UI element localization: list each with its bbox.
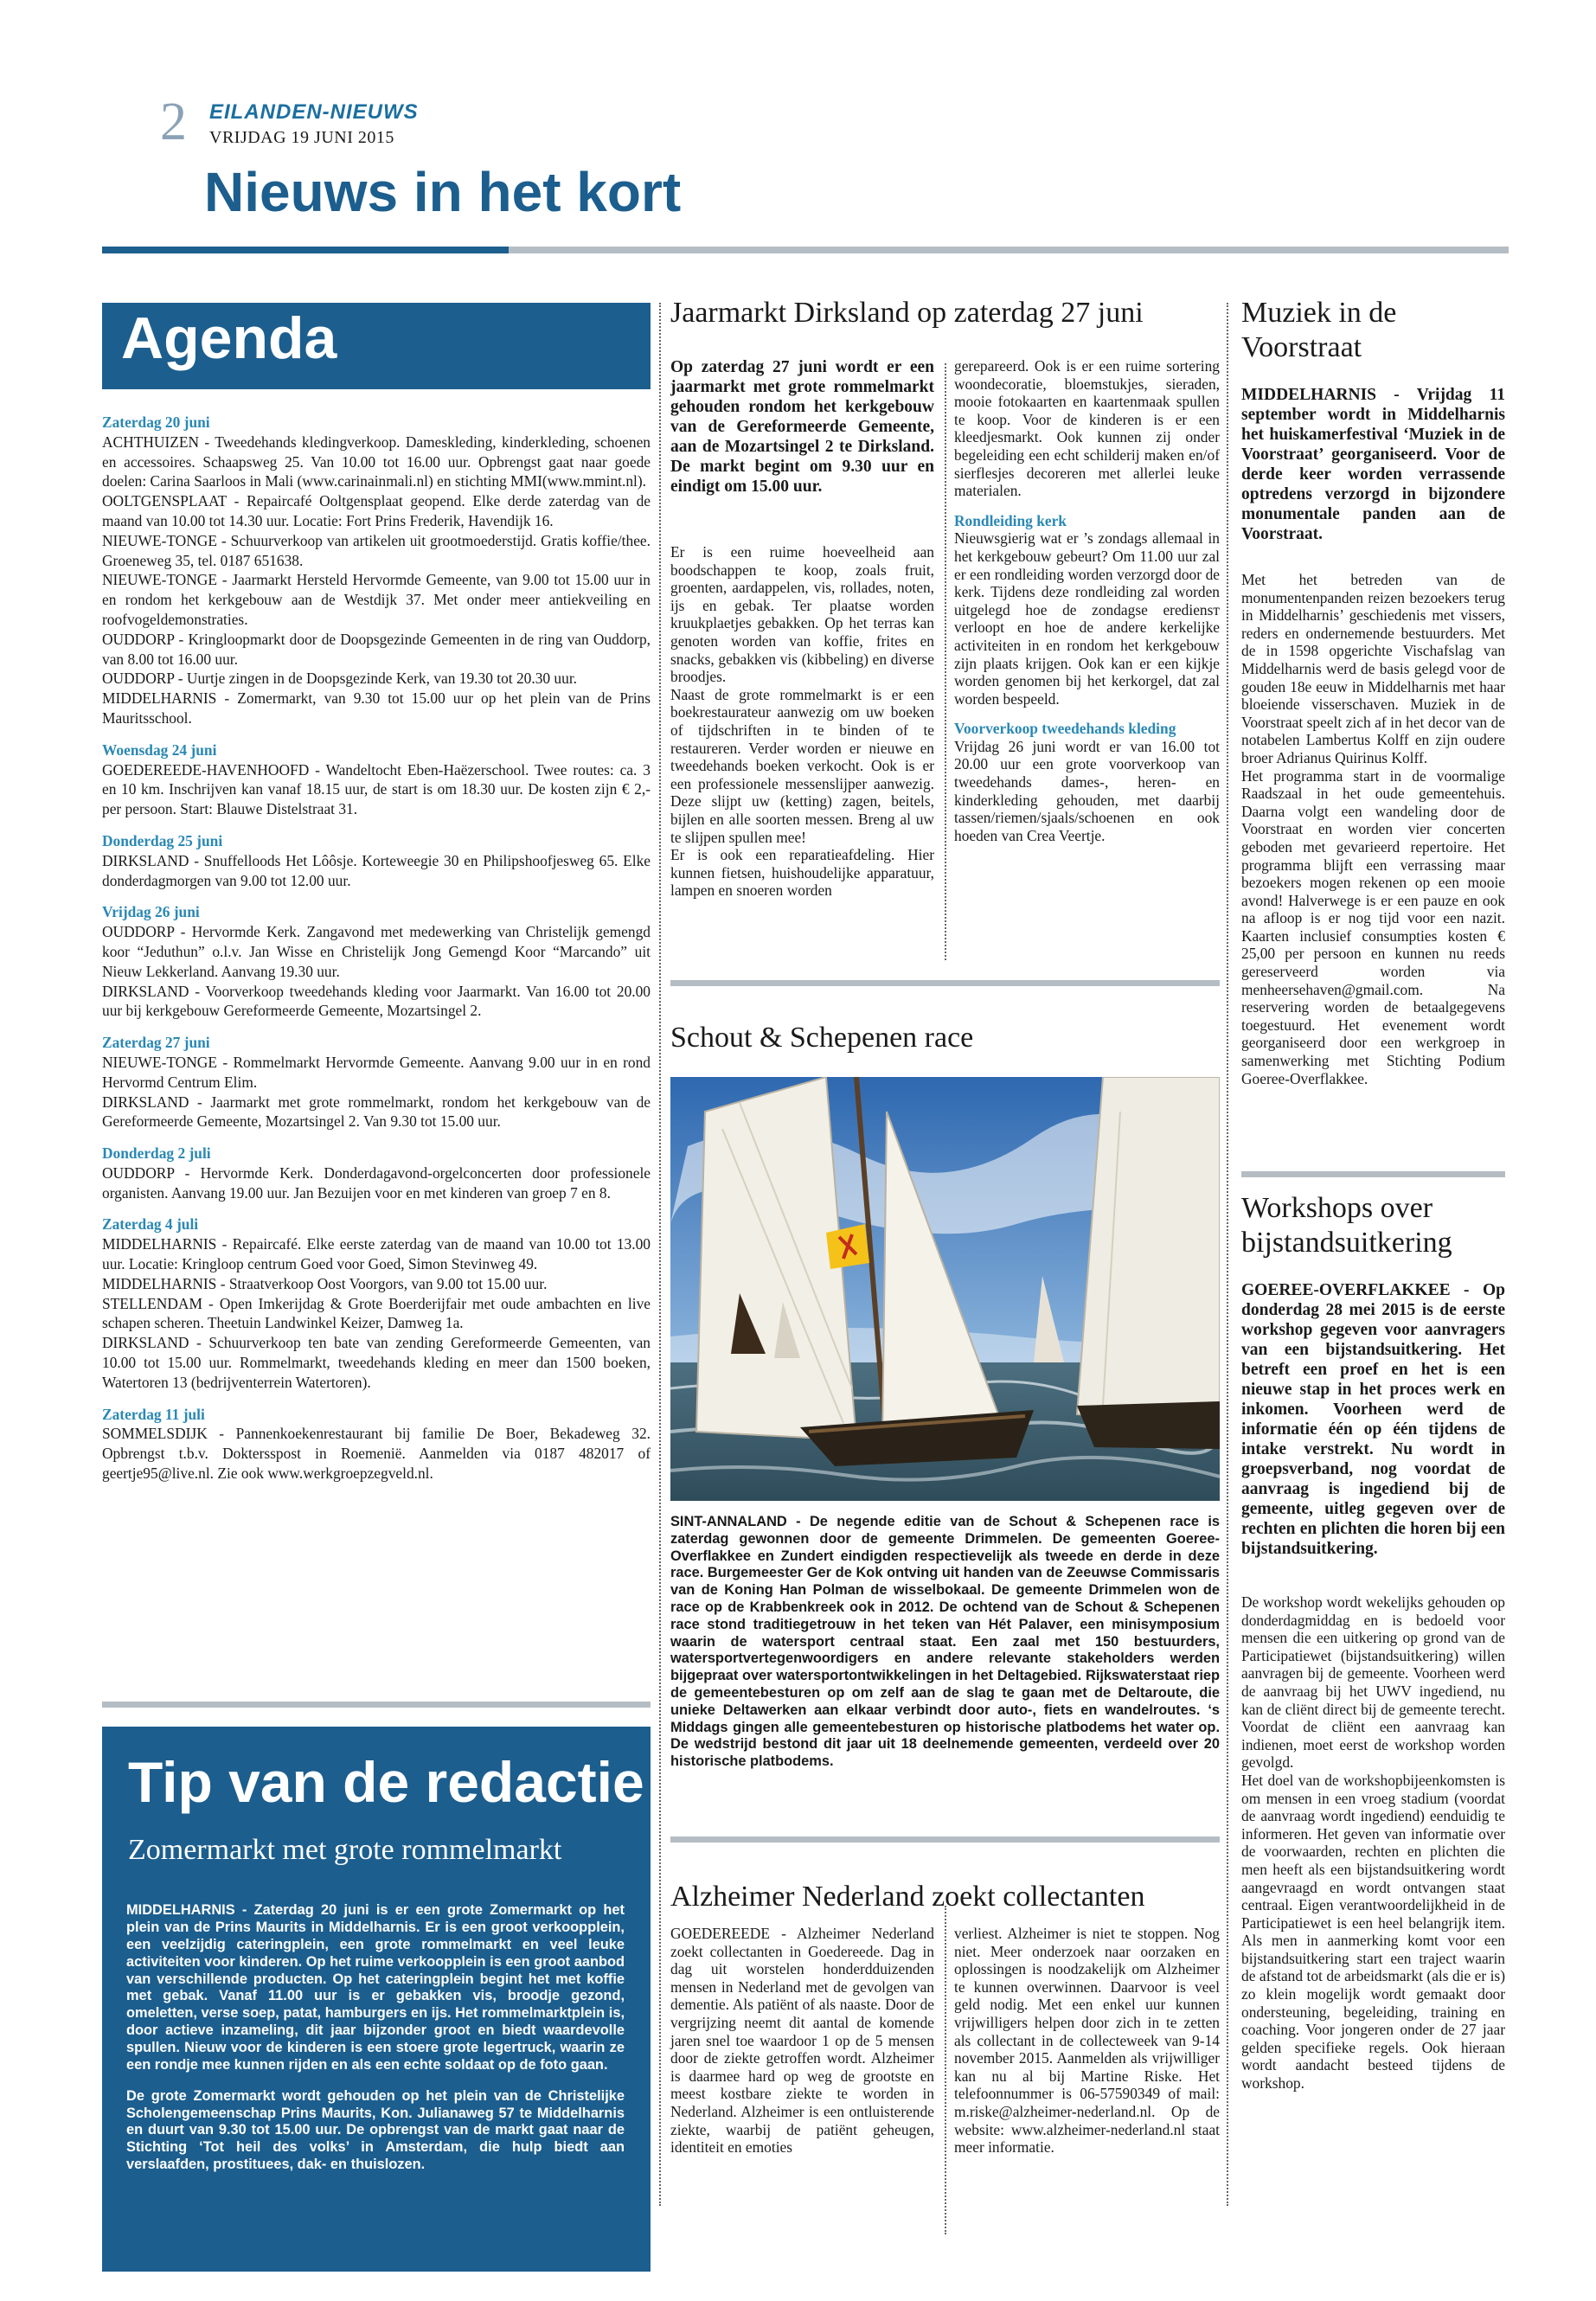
- workshops-body: [1241, 1593, 1505, 2093]
- agenda-day-heading: Donderdag 25 juni: [102, 831, 223, 849]
- agenda-entry: DIRKSLAND - Snuffelloods Het Lôôsje. Korteweegie 30 en Philipshoofjesweg 65. Elke donderdagmorgen van 9.00 tot 12.00 uur.: [102, 851, 651, 889]
- muziek-paragraph: Het programma start in de voormalige Raadszaal in het oude gemeentehuis. Daarna volgt een wandeling door de Voorstraat en worden vier concerten geboden met gevarieerd repertoire. Het programma blijft een verrassing maar bezoekers mogen rekenen op een mooie avond! Halverwege is er een pauze en ook na afloop is er nog tijd voor een nazit. Kaarten inclusief consumpties kosten € 25,00 per persoon en kunnen nu reeds gereserveerd worden via menheersehaven@gmail.com. Na reservering worden de betaalgegevens toegestuurd. Het evenement wordt georganiseerd door een werkgroep in samenwerking met Stichting Podium Goeree-Overflakkee.: [1241, 766, 1505, 1087]
- muziek-paragraph: Met het betreden van de monumentenpanden reizen bezoekers terug in Middelharnis’ geschiedenis met vissers, reders en ondernemende bestuurders. Met de in 1598 opgerichte Vischafslag van Middelharnis werd de basis gelegd voor de gouden 18e eeuw in Middelharnis met haar bloeiende visserschaven. Muziek in de Voorstraat speelt zich af in het decor van de notabelen Lambertus Kolff en zijn oudere broer Adrianus Quirinus Kolff.: [1241, 571, 1505, 766]
- agenda-day-heading: Woensdag 24 juni: [102, 740, 217, 759]
- jaarmarkt-body-col1: [670, 543, 934, 900]
- muziek-body: [1241, 571, 1505, 1087]
- agenda-entry: GOEDEREEDE-HAVENHOOFD - Wandeltocht Eben-Haëzerschool. Twee routes: ca. 3 en 10 km. Inschrijven kan vanaf 18.15 uur, de start is om 18.30 uur. De kosten zijn € 2,- per persoon. Start: Blauwe Distelstraat 31.: [102, 760, 651, 818]
- jaarmarkt-text: [954, 357, 1220, 500]
- agenda-entry: OUDDORP - Kringloopmarkt door de Doopsgezinde Gemeenten in de ring van Ouddorp, van 8.00 tot 16.00 uur.: [102, 630, 651, 668]
- sailing-boats-image: [670, 1077, 1220, 1501]
- agenda-day-heading: Zaterdag 20 juni: [102, 413, 210, 431]
- agenda-day-heading: Vrijdag 26 juni: [102, 903, 200, 921]
- tip-subtitle: Zomermarkt met grote rommelmarkt: [128, 1834, 562, 1866]
- agenda-entry: MIDDELHARNIS - Straatverkoop Oost Voorgors, van 9.00 tot 15.00 uur.: [102, 1274, 548, 1292]
- workshops-lead: GOEREE-OVERFLAKKEE - Op donderdag 28 mei 2015 is de eerste workshop gegeven voor aanvragers van een bijstandsuitkering. Het betreft een proef en het is een nieuwe stap in het proces werk en inkomen. Voorheen werd de informatie één op één tijdens de intake verstrekt. Nu wordt in groepsverband, nog voordat de aanvraag is ingediend bij de gemeente, uitleg gegeven over de rechten en plichten die horen bij een bijstandsuitkering.: [1241, 1281, 1505, 1558]
- muziek-headline: Muziek in de Voorstraat: [1241, 297, 1397, 363]
- jaarmarkt-paragraph: Naast de grote rommelmarkt is er een boekrestaurateur aanwezig om uw boeken of tijdschriften in te binden of te restaureren. Verder worden er nieuwe en tweedehands boeken verkocht. Ook is er een professionele messenslijper aanwezig. Deze slijpt uw (ketting) zagen, beitels, bijlen en alle soorten messen. Breng al uw te slijpen spullen mee!: [670, 685, 934, 846]
- jaarmarkt-paragraph: Nieuwsgierig wat er ’s zondags allemaal in het kerkgebouw gebeurt? Om 11.00 uur zal er een rondleiding worden verzorgd door de kerk. Tijdens deze rondleiding zal worden uitgelegd hoe de zondagse erediensт verloopt en hoe de andere kerkelijke activiteiten in en rondom het kerkgebouw zijn plaats krijgen. Ook kan er een kijkje worden genomen bij het kerkorgel, dat zal worden bespeeld.: [954, 529, 1220, 708]
- tip-title: Tip van de redactie: [128, 1750, 644, 1814]
- workshops-paragraph: Het doel van de workshopbijeenkomsten is om mensen in een vroeg stadium (voordat de aanvraag wordt ingediend) eenduidig te informeren. Het geven van informatie over de voorwaarden, rechten en plichten die men heeft als een bijstandsuitkering wordt aangevraagd en wordt ontvangen staat centraal. Eigen verantwoordelijkheid in de Participatiewet is een heel belangrijk item. Als men in aanmerking komt voor een bijstandsuitkering start een traject waarin de afstand tot de arbeidsmarkt (als die er is) zo klein mogelijk wordt gemaakt door ondersteuning, begeleiding, training en coaching. Voor jongeren onder de 27 jaar gelden specifieke regels. Ook hieraan wordt aandacht besteed tijdens de workshop.: [1241, 1771, 1505, 2093]
- jaarmarkt-paragraph: Er is ook een reparatieafdeling. Hier kunnen fietsen, huishoudelijke apparatuur, lampen en snoeren worden: [670, 846, 934, 900]
- jaarmarkt-body-col2: [954, 357, 1220, 844]
- agenda-entry: OUDDORP - Hervormde Kerk. Donderdagavond-orgelconcerten door professionele organisten. Aanvang 19.00 uur. Jan Bezuijen voor en met kinderen van groep 7 en 8.: [102, 1163, 651, 1202]
- agenda-entry: OOLTGENSPLAAT - Repaircafé Ooltgensplaat geopend. Elke derde zaterdag van de maand van 10.00 tot 14.30 uur. Locatie: Fort Prins Frederik, Havendijk 16.: [102, 492, 651, 529]
- tip-body: [126, 1888, 625, 2188]
- agenda-entry: MIDDELHARNIS - Zomermarkt, van 9.30 tot 15.00 uur op het plein van de Prins Mauritsschool.: [102, 689, 651, 727]
- column-divider: [945, 1906, 946, 2234]
- agenda-entry: SOMMELSDIJK - Pannenkoekenrestaurant bij familie De Boer, Bekadeweg 32. Opbrengst t.b.v. Doktersspost in Roemenië. Aanmelden via 0187 482017 of geertje95@live.nl. Zie ook www.werkgroepzegveld.nl.: [102, 1425, 651, 1483]
- tip-paragraph: De grote Zomermarkt wordt gehouden op het plein van de Christelijke Scholengemeenschap Prins Maurits, Kon. Julianaweg 57 te Middelharnis en duurt van 9.30 tot 15.00 uur. De opbrengst van de markt gaat naar de Stichting ‘Tot heil des volks’ in Amsterdam, die hulp biedt aan verslaafden, prostituees, dak- en thuislozen.: [126, 2087, 625, 2172]
- alzheimer-body-col1: GOEDEREEDE - Alzheimer Nederland zoekt collectanten in Goedereede. Dag in dag uit worstelen honderdduizenden mensen in Nederland met de gevolgen van dementie. Als patiënt of als naaste. Door de vergrijzing neemt dit aantal de komende jaren snel toe waardoor 1 op de 5 mensen door de ziekte getroffen wordt. Alzheimer is daarmee hard op weg de grootste en meest kostbare ziekte te worden in Nederland. Alzheimer is een ontluisterende ziekte, waarbij de patiënt geheugen, identiteit en emoties: [670, 1925, 934, 2157]
- agenda-entry: DIRKSLAND - Jaarmarkt met grote rommelmarkt, rondom het kerkgebouw van de Gereformeerde Gemeente, Mozartsingel 2. Van 9.30 tot 15.00 uur.: [102, 1093, 651, 1131]
- agenda-entry: NIEUWE-TONGE - Schuurverkoop van artikelen uit grootmoederstijd. Gratis koffie/thee. Groeneweg 35, tel. 0187 651638.: [102, 531, 651, 569]
- workshops-paragraph: De workshop wordt wekelijks gehouden op donderdagmiddag en is bedoeld voor mensen die een uitkering op grond van de Participatiewet (bijstandsuitkering) willen aanvragen bij de gemeente. Voorheen werd de aanvraag bij het UWV ingediend, nu kan de cliënt direct bij de gemeente terecht. Voordat de cliënt een aanvraag kan indienen, moet eerst de workshop worden gevolgd.: [1241, 1593, 1505, 1772]
- tip-paragraph: MIDDELHARNIS - Zaterdag 20 juni is er een grote Zomermarkt op het plein van de Prins Maurits in Middelharnis. Er is een groot verkoopplein, een veelzijdig cateringplein, een grote rommelmarkt en veel leuke activiteiten voor kinderen. Op het ruime verkoopplein is een groot aanbod van verschillende producten. Op het cateringplein begint het met koffie met gebak. Vanaf 11.00 uur is er gebakken vis, broodje gezond, omeletten, verse soep, patat, hamburgers en ijs. Het rommelmarktplein is, door actieve inzameling, dit jaar bijzonder groot en biedt waardevolle spullen. Nieuw voor de kinderen is een stoere grote legertruck, waarin ze een rondje mee kunnen rijden en als een echte soldaat op de foto gaan.: [126, 1902, 625, 2073]
- subhead-rondleiding: Rondleiding kerk: [954, 511, 1067, 529]
- workshops-headline: Workshops over bijstandsuitkering: [1241, 1192, 1452, 1259]
- page-number: 2: [160, 93, 187, 151]
- agenda-title: Agenda: [121, 305, 337, 371]
- agenda-day-heading: Zaterdag 11 juli: [102, 1405, 205, 1423]
- jaarmarkt-headline: Jaarmarkt Dirksland op zaterdag 27 juni: [670, 297, 1144, 329]
- jaarmarkt-text: [954, 529, 1220, 708]
- section-rule: [670, 980, 1220, 986]
- issue-date: VRIJDAG 19 JUNI 2015: [209, 128, 394, 147]
- section-rule: [1241, 1171, 1505, 1177]
- agenda-entry: STELLENDAM - Open Imkerijdag & Grote Boerderijfair met oude ambachten en live schapen scheren. Theetuin Landwinkel Keizer, Damweg 1a.: [102, 1294, 651, 1332]
- agenda-entry: DIRKSLAND - Schuurverkoop ten bate van zending Gereformeerde Gemeenten, van 10.00 tot 15.00 uur. Rommelmarkt, tweedehands kleding en meer dan 1500 boeken, Watertoren 13 (bedrijventerrein Watertoren).: [102, 1334, 651, 1391]
- section-title: Nieuws in het kort: [204, 161, 682, 223]
- column-divider: [1227, 303, 1228, 2206]
- agenda-entry: MIDDELHARNIS - Repaircafé. Elke eerste zaterdag van de maand van 10.00 tot 13.00 uur. Locatie: Kringloop centrum Goed voor Goed, Simon Stevinweg 49.: [102, 1235, 651, 1273]
- column-divider: [945, 363, 946, 960]
- jaarmarkt-lead: Op zaterdag 27 juni wordt er een jaarmarkt met grote rommelmarkt gehouden rondom het kerkgebouw van de Gereformeerde Gemeente, aan de Mozartsingel 2 te Dirksland. De markt begint om 9.30 uur en eindigt om 15.00 uur.: [670, 358, 934, 496]
- jaarmarkt-text: [954, 738, 1220, 845]
- alzheimer-headline: Alzheimer Nederland zoekt collectanten: [670, 1881, 1145, 1913]
- agenda-day-heading: Zaterdag 27 juni: [102, 1034, 210, 1052]
- agenda-day-heading: Donderdag 2 juli: [102, 1144, 211, 1163]
- race-photo-caption: SINT-ANNALAND - De negende editie van de Schout & Schepenen race is zaterdag gewonnen door de gemeente Drimmelen. De gemeenten Goeree-Overflakkee en Zundert eindigden respectievelijk als tweede en derde in deze race. Burgemeester Ger de Kok ontving uit handen van de Zeeuwse Commissaris van de Koning Han Polman de wisselbokaal. De gemeente Drimmelen won de race op de Krabbenkreek ook in 2012. De ochtend van de Schout & Schepenen race stond traditiegetrouw in het teken van Hét Palaver, een minisymposium waarin de watersport centraal staat. Een zaal met 150 bestuurders, watersportvertegenwoordigers en andere relevante stakeholders werden bijgepraat over watersportontwikkelingen in het Deltagebied. Rijkswaterstaat riep de gemeentebesturen op om zelf aan de slag te gaan met de Deltaroute, die unieke Deltawerken aan elkaar verbindt door auto-, fiets en wandelroutes. ‘s Middags gingen alle gemeentebesturen op historische platbodems het water op. De wedstrijd bestond dit jaar uit 18 deelnemende gemeenten, verdeeld over 20 historische platbodems.: [670, 1514, 1220, 1770]
- jaarmarkt-paragraph: gerepareerd. Ook is er een ruime sortering woondecoratie, bloemstukjes, sieraden, mooie fotokaarten en kaartenmaak spullen te koop. Voor de kinderen is er een kleedjesmarkt. Ook kunnen zij onder begeleiding een echt schilderij maken en/of sierflesjes decoreren met allerlei leuke materialen.: [954, 357, 1220, 500]
- alzheimer-body-col2: verliest. Alzheimer is niet te stoppen. Nog niet. Meer onderzoek naar oorzaken en oplossingen is noodzakelijk om Alzheimer te kunnen overwinnen. Daarvoor is veel geld nodig. Met een enkel uur kunnen vrijwilligers helpen door zich in te zetten als collectant in de collecteweek van 9-14 november 2015. Aanmelden als vrijwilliger kan nu al bij Martine Riske. Het telefoonnummer is 06-57590349 of mail: m.riske@alzheimer-nederland.nl. Op de website: www.alzheimer-nederland.nl staat meer informatie.: [954, 1925, 1220, 2157]
- agenda-entry: NIEUWE-TONGE - Rommelmarkt Hervormde Gemeente. Aanvang 9.00 uur in en rond Hervormd Centrum Elim.: [102, 1053, 651, 1091]
- jaarmarkt-paragraph: Vrijdag 26 juni wordt er van 16.00 tot 20.00 uur een grote voorverkoop van tweedehands dames-, heren- en kinderkleding gehouden, met daarbij tassen/riemen/sjaals/schoenen en ook hoeden van Crea Veertje.: [954, 737, 1220, 844]
- section-rule: [670, 1836, 1220, 1843]
- paper-name-logo: EILANDEN-NIEUWS: [209, 100, 419, 124]
- column-divider: [659, 303, 661, 2206]
- agenda-day-heading: Zaterdag 4 juli: [102, 1215, 199, 1234]
- agenda-entry: OUDDORP - Hervormde Kerk. Zangavond met medewerking van Christelijk gemengd koor “Jeduthun” o.l.v. Jan Wisse en Christelijk Jong Gemengd Koor “Marcando” uit Nieuw Lekkerland. Aanvang 19.30 uur.: [102, 923, 651, 980]
- subhead-voorverkoop: Voorverkoop tweedehands kleding: [954, 720, 1176, 738]
- agenda-list: [102, 413, 651, 1484]
- top-rule-accent: [102, 247, 509, 253]
- agenda-entry: OUDDORP - Uurtje zingen in de Doopsgezinde Kerk, van 19.30 tot 20.30 uur.: [102, 670, 578, 688]
- agenda-entry: ACHTHUIZEN - Tweedehands kledingverkoop. Dameskleding, kinderkleding, schoenen en accessoires. Schaapsweg 25. Van 10.00 tot 16.00 uur. Opbrengst gaat naar goede doelen: Carina Saarloos in Mali (www.carinainmali.nl) en stichting MMI(www.mmint.nl).: [102, 433, 651, 490]
- muziek-lead: MIDDELHARNIS - Vrijdag 11 september wordt in Middelharnis het huiskamerfestival ‘Muziek in de Voorstraat’ georganiseerd. Voor de derde keer worden verrassende optredens verzorgd in bijzondere monumentale panden aan de Voorstraat.: [1241, 386, 1505, 543]
- agenda-entry: DIRKSLAND - Voorverkoop tweedehands kleding voor Jaarmarkt. Van 16.00 tot 20.00 uur bij kerkgebouw Gereformeerde Gemeente, Mozartsingel 2.: [102, 982, 651, 1020]
- race-photo: [670, 1077, 1220, 1501]
- jaarmarkt-paragraph: Er is een ruime hoeveelheid aan boodschappen te koop, zoals fruit, groenten, aardappelen, vis, rollades, noten, ijs en gebak. Ter plaatse worden kruukplaetjes gebakken. Op het terras kan genoten worden van koffie, frites en snacks, gebakken vis (kibbeling) en diverse broodjes.: [670, 543, 934, 686]
- agenda-bottom-rule: [102, 1702, 651, 1708]
- race-headline: Schout & Schepenen race: [670, 1022, 974, 1054]
- agenda-entry: NIEUWE-TONGE - Jaarmarkt Hersteld Hervormde Gemeente, van 9.00 tot 15.00 uur in en rondom het kerkgebouw aan de Westdijk 37. Met onder meer antiekveiling en roofvogeldemonstraties.: [102, 571, 651, 628]
